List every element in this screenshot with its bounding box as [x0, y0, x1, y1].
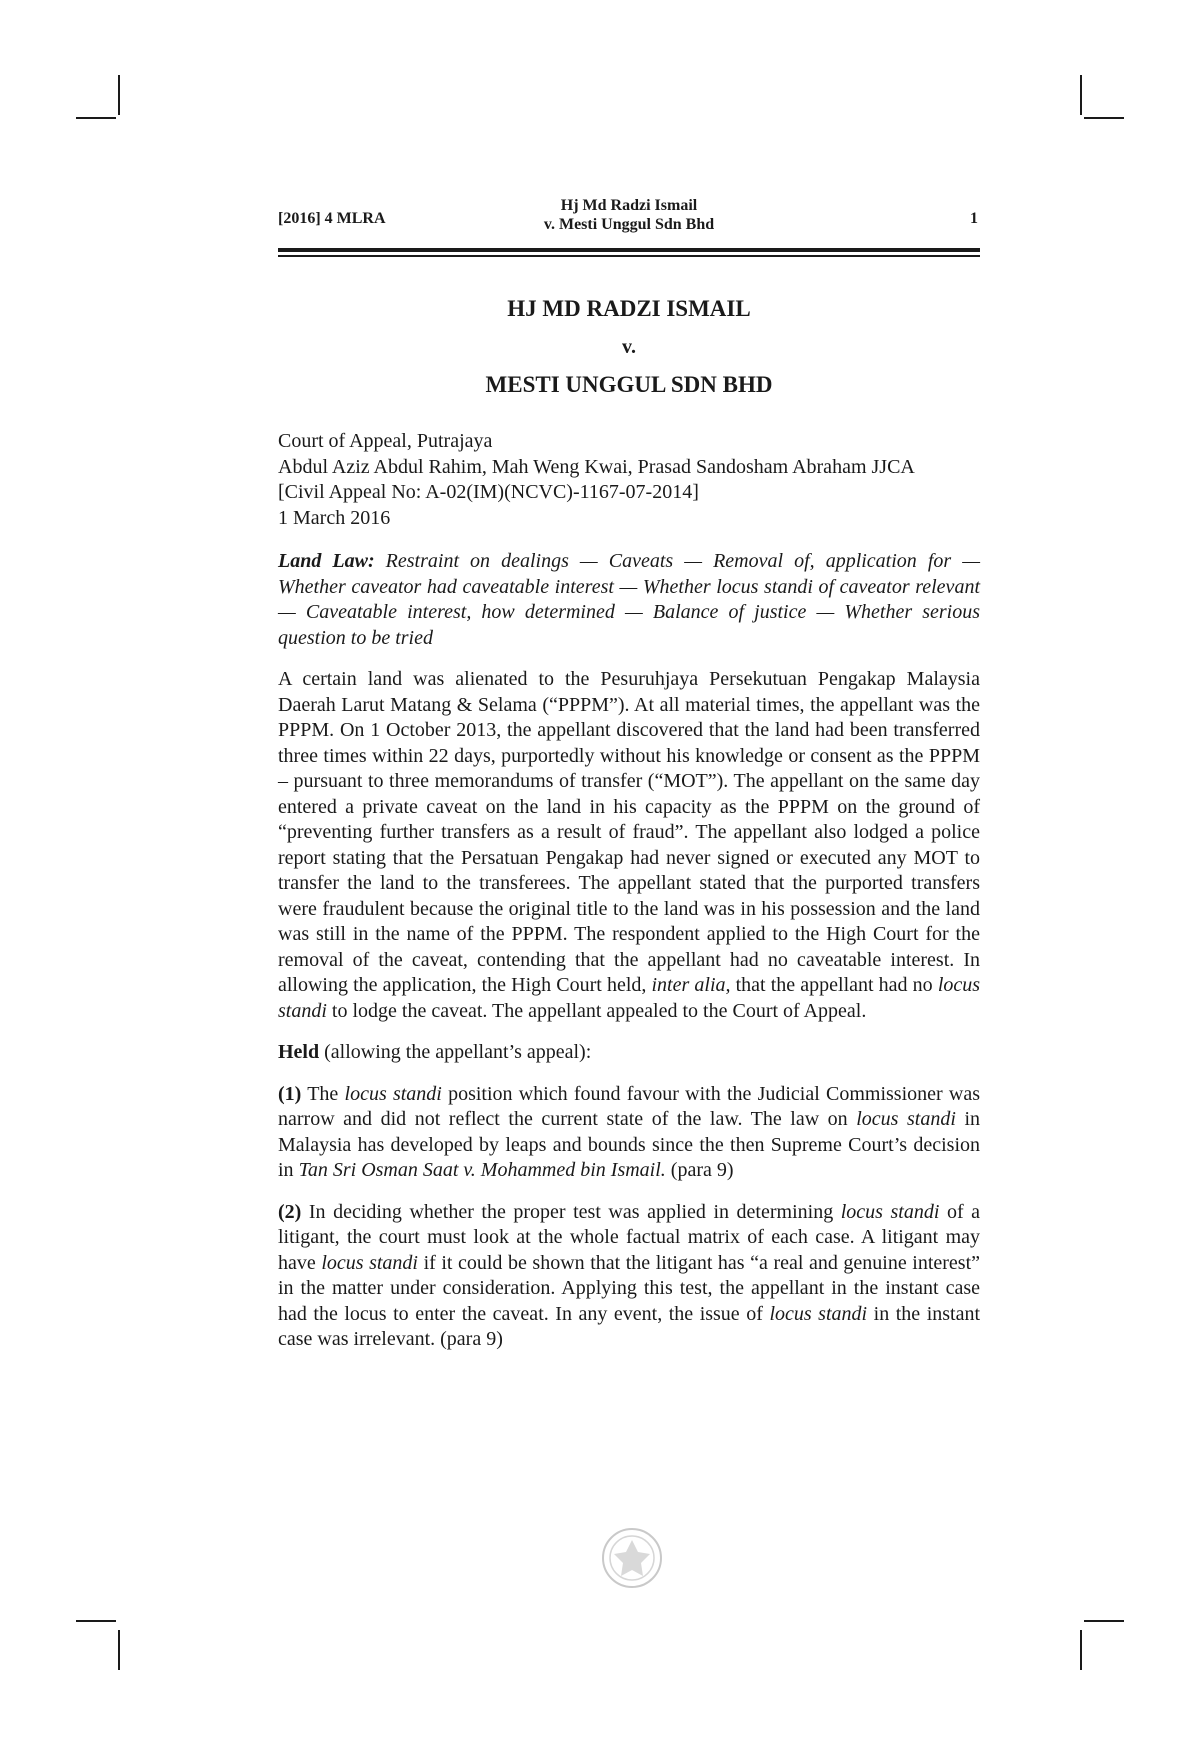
appeal-number: [Civil Appeal No: A-02(IM)(NCVC)-1167-07-2014] [278, 481, 699, 503]
running-header [278, 196, 980, 236]
appellant-name: HJ MD RADZI ISMAIL [507, 296, 751, 321]
held-heading [278, 1040, 980, 1066]
holding-text: position which found favour with the Judicial Commissioner was narrow and did not reflect the current state of the law. The law on [278, 1082, 981, 1130]
crop-mark [76, 1620, 116, 1622]
holding-italic: locus standi [321, 1251, 418, 1274]
catchwords-subject: Land Law: [278, 550, 375, 572]
crop-mark [1080, 1630, 1082, 1670]
emblem-icon [600, 1526, 664, 1590]
holding-text: (para 9) [670, 1159, 734, 1181]
summary-italic: inter alia, [651, 974, 731, 996]
crop-mark [118, 75, 120, 115]
catchwords [278, 549, 980, 651]
header-case-title [278, 196, 980, 234]
holding-text: if it could be shown that the litigant has “a real and genuine interest” in the matter under consideration. Applying this test, the appellant in the instant case had the locus to enter the caveat. In any event, the issue of [278, 1251, 981, 1325]
crop-mark [1080, 75, 1082, 115]
judges: Abdul Aziz Abdul Rahim, Mah Weng Kwai, Prasad Sandosham Abraham JJCA [278, 455, 915, 478]
page-body [278, 295, 980, 1353]
holding-item [278, 1200, 980, 1353]
header-case-line1: Hj Md Radzi Ismail [560, 197, 698, 214]
holding-italic: locus standi [856, 1108, 956, 1130]
holding-italic: locus standi [840, 1200, 940, 1223]
holding-text: in Malaysia has developed by leaps and bounds since the then Supreme Court’s decision in [278, 1108, 980, 1181]
summary-text: to lodge the caveat. The appellant appealed to the Court of Appeal. [331, 999, 867, 1022]
holding-italic: locus standi [769, 1302, 868, 1325]
judgment-date: 1 March 2016 [278, 506, 391, 529]
crop-mark [118, 1630, 120, 1670]
crop-mark [1084, 1620, 1124, 1622]
holding-number: (1) [278, 1082, 302, 1105]
holding-number: (2) [278, 1200, 302, 1223]
holding-text: of a litigant, the court must look at the whole factual matrix of each case. A litigant may have [278, 1200, 981, 1274]
catchwords-text: Restraint on dealings — Caveats — Removal of, application for — Whether caveator had caveatable interest — Whether locus standi of caveator relevant — Caveatable interest, how determined — Balance of justice — Whether serious question to be tried [278, 550, 981, 649]
summary-text: A certain land was alienated to the Pesuruhjaya Persekutuan Pengakap Malaysia Daerah Larut Matang & Selama (“PPPM”). At all material times, the appellant was the PPPM. On 1 October 2013, the appellant discovered that the land had been transferred three times within 22 days, purportedly without his knowledge or consent as the PPPM – pursuant to three memorandums of transfer (“MOT”). The appellant on the same day entered a private caveat on the land in his capacity as the PPPM on the ground of “preventing further transfers as a result of fraud”. The appellant also lodged a police report stating that the Persatuan Pengakap had never signed or executed any MOT to transfer the land to the transferees. The appellant stated that the purported transfers were fraudulent because the original title to the land was in his possession and the land was still in the name of the PPPM. The respondent applied to the High Court for the removal of the caveat, contending that the appellant had no caveatable interest. In allowing the application, the High Court held, [278, 668, 980, 996]
holding-case-citation: Tan Sri Osman Saat v. Mohammed bin Ismail. [298, 1159, 666, 1181]
court-name: Court of Appeal, Putrajaya [278, 430, 493, 452]
held-text: (allowing the appellant’s appeal): [324, 1041, 592, 1063]
crop-mark [1084, 117, 1124, 119]
respondent-name: MESTI UNGGUL SDN BHD [485, 372, 773, 397]
header-citation: [2016] 4 MLRA [278, 210, 386, 227]
holding-italic: locus standi [344, 1082, 442, 1105]
holding-text: In deciding whether the proper test was applied in determining [308, 1200, 834, 1223]
versus: v. [622, 336, 636, 358]
holding-item [278, 1082, 980, 1184]
summary-italic: locus standi [278, 974, 981, 1022]
crop-mark [76, 117, 116, 119]
holding-text: The [307, 1082, 339, 1105]
summary-text: that the appellant had no [735, 974, 933, 996]
case-summary [278, 667, 980, 1024]
page-number: 1 [970, 210, 978, 227]
held-label: Held [278, 1041, 320, 1063]
holding-text: in the instant case was irrelevant. (para 9) [278, 1302, 981, 1350]
header-case-line2: v. Mesti Unggul Sdn Bhd [543, 216, 715, 233]
header-rule-thin [278, 255, 980, 257]
header-rule-thick [278, 248, 980, 252]
case-metadata [278, 429, 980, 531]
